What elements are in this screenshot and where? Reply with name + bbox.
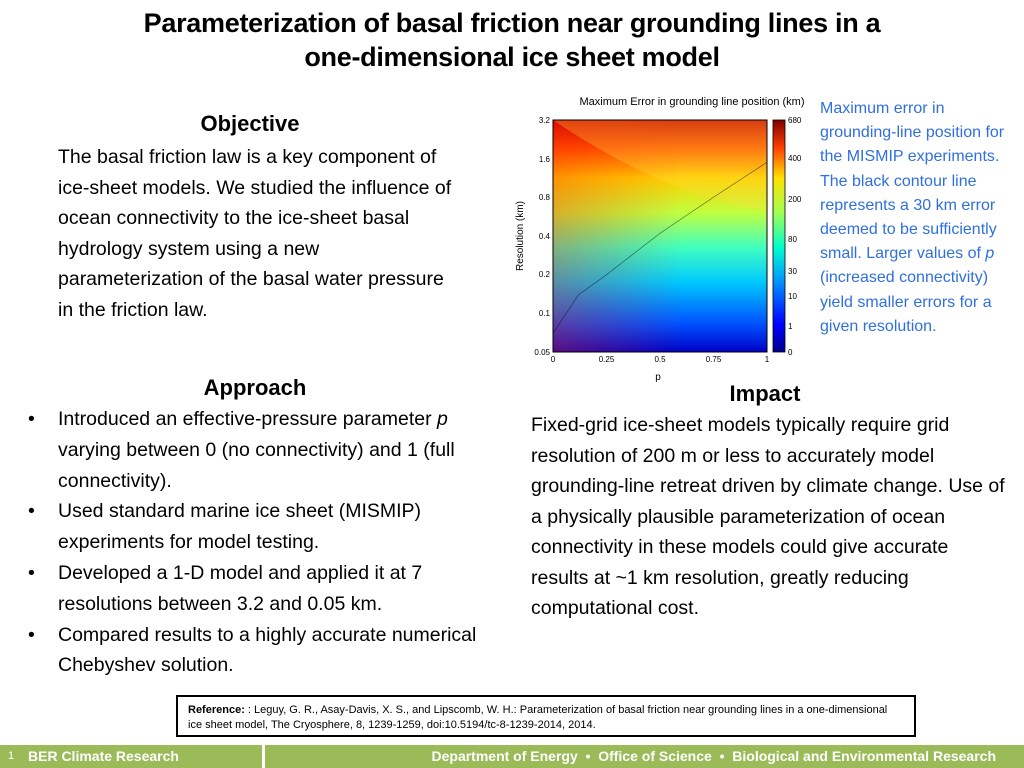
slide-title [40,6,984,74]
approach-item [22,558,492,620]
colorbar-tick-label: 1 [788,322,793,331]
objective-heading: Objective [200,111,300,136]
approach-item-text: Used standard marine ice sheet (MISMIP) experiments for model testing. [58,500,422,554]
impact-text: Fixed-grid ice-sheet models typically require grid resolution of 200 m or less to accurately model grounding-line retreat driven by climate change. Use of a physically plausible parameterization of ocean connectivity in these models could give accurate results at ~1 km resolution, greatly reducing computational cost. [531,414,1005,619]
y-tick-label: 0.8 [538,193,550,202]
approach-item-text: Developed a 1-D model and applied it at 7 resolutions between 3.2 and 0.05 km. [58,561,423,615]
figure-caption [820,97,1020,339]
colorbar [773,116,802,357]
y-tick-label: 1.6 [538,155,550,164]
y-axis-label: Resolution (km) [515,200,526,272]
approach-item [22,404,492,496]
approach-item [22,496,492,558]
y-tick-label: 0.05 [534,348,550,357]
slide-title-line-2: one-dimensional ice sheet model [304,42,720,72]
colorbar-tick-label: 400 [788,154,802,163]
reference-box [176,695,916,737]
footer-left-text: BER Climate Research [28,748,179,764]
x-tick-label: 0.75 [705,355,722,364]
x-tick-label: 1 [764,355,770,364]
bullet-icon: • [28,408,35,430]
approach-list [22,404,492,681]
bullet-icon: • [28,561,35,584]
bullet-icon: • [28,623,35,646]
footer-divider [262,742,265,768]
reference-text: : Leguy, G. R., Asay-Davis, X. S., and Lipscomb, W. H.: Parameterization of basal friction near grounding lines in a one-dimensional ice sheet model, The Cryosphere, 8, 1239-1259, doi:10.5194/tc-8-1239-2014, 2014. [188,704,888,731]
chart-title: Maximum Error in grounding line position (km) [579,96,805,108]
x-tick-label: 0.5 [654,355,666,364]
x-axis-label: p [655,372,661,383]
bullet-icon: • [28,500,35,523]
x-tick-label: 0.25 [598,355,615,364]
colorbar-tick-label: 10 [788,292,797,301]
slide-title-line-1: Parameterization of basal friction near grounding lines in a [143,8,881,38]
reference-label: Reference: [188,704,245,716]
y-tick-label: 0.1 [538,309,550,318]
approach-item-text: Compared results to a highly accurate numerical Chebyshev solution. [58,623,477,677]
slide-number: 1 [8,750,15,762]
heatmap-plot-area [553,120,767,352]
y-tick-label: 0.4 [538,232,550,241]
approach-heading: Approach [203,375,307,400]
colorbar-tick-label: 200 [788,195,802,204]
footer-bar [0,745,1024,768]
footer-right-text: Department of Energy • Office of Science • Biological and Environmental Research [431,748,996,764]
approach-item-italic: p [437,408,448,430]
y-axis-ticks [534,116,550,357]
colorbar-tick-label: 30 [788,267,797,276]
caption-text: Maximum error in grounding-line position for the MISMIP experiments. The black contour line represents a 30 km error deemed to be sufficiently small. Larger values of [820,100,1005,263]
approach-item [22,620,492,682]
colorbar-tick-label: 80 [788,235,797,244]
impact-heading: Impact [729,381,801,406]
colorbar-tick-label: 680 [788,116,802,125]
approach-item-text-end: varying between 0 (no connectivity) and 1 (full connectivity). [58,438,455,492]
caption-italic: p [985,245,995,263]
colorbar-tick-label: 0 [788,348,793,357]
y-tick-label: 0.2 [538,270,550,279]
objective-text: The basal friction law is a key component of ice-sheet models. We studied the influence of ocean connectivity to the ice-sheet basal hydrology system using a new parameterization of the basal water pressure in the friction law. [58,146,452,321]
caption-text-end: (increased connectivity) yield smaller errors for a given resolution. [820,269,992,335]
colorbar-scale [773,120,785,352]
x-tick-label: 0 [550,355,556,364]
approach-item-text: Introduced an effective-pressure parameter [58,408,438,430]
y-tick-label: 3.2 [538,116,550,125]
error-heatmap-chart [508,92,808,392]
x-axis-ticks [551,355,770,364]
